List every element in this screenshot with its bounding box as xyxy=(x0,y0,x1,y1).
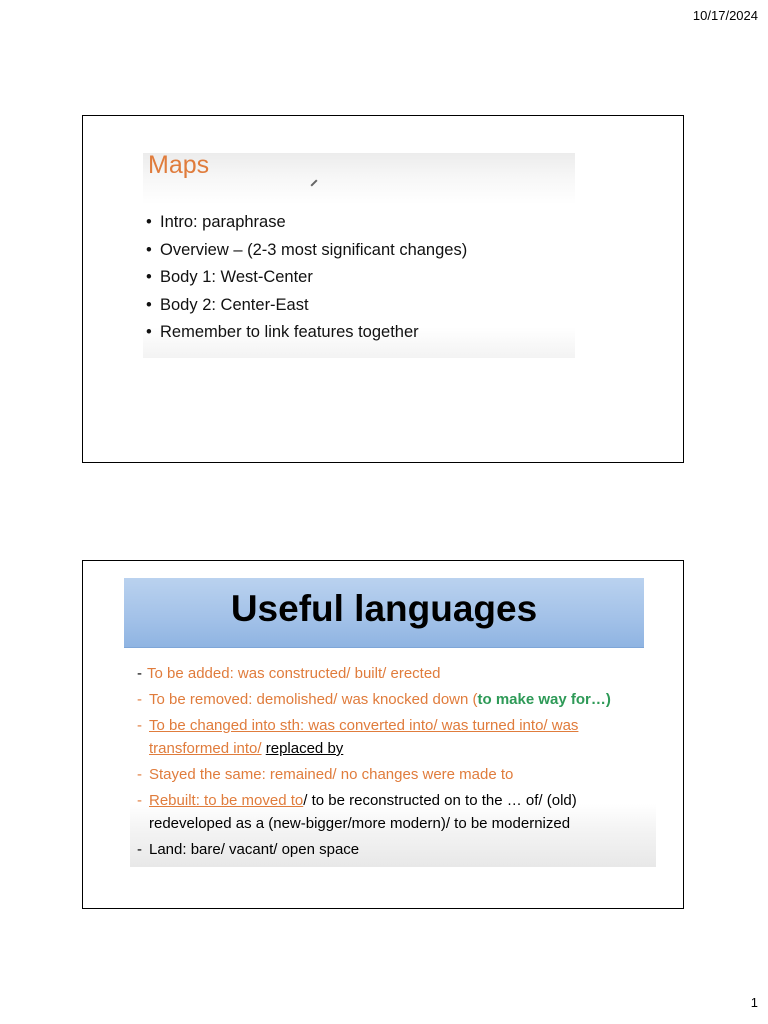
slide-title-maps: Maps xyxy=(148,151,210,179)
slide-title-useful-languages: Useful languages xyxy=(230,588,538,629)
item-changed-replaced: replaced by xyxy=(265,740,344,757)
item-same-text: Stayed the same: remained/ no changes were made to xyxy=(149,766,514,783)
list-item xyxy=(137,763,611,786)
item-rebuilt-line2: redeveloped as a (new-bigger/more modern)/ to be modernized xyxy=(149,815,571,832)
print-date: 10/17/2024 xyxy=(692,8,758,23)
maps-bullet-list xyxy=(143,209,467,347)
item-rebuilt-continuation: / to be reconstructed on to the … of/ (old) xyxy=(303,792,577,809)
page-number: 1 xyxy=(750,995,758,1010)
slide-useful-languages xyxy=(82,560,684,909)
list-item xyxy=(137,714,611,760)
slide-title-banner xyxy=(124,578,644,648)
list-item xyxy=(137,838,611,861)
pen-cursor-icon xyxy=(310,179,317,186)
item-changed-line1: - To be changed into sth: was converted into/ was turned into/ was xyxy=(149,717,579,734)
bullet-item: • Body 1: West-Center xyxy=(143,264,467,292)
bullet-item: • Overview – (2-3 most significant changes) xyxy=(143,237,467,265)
maps-content-panel xyxy=(143,153,575,358)
bullet-item: • Body 2: Center-East xyxy=(143,292,467,320)
useful-languages-list xyxy=(137,662,611,864)
slide-maps xyxy=(82,115,684,463)
list-item xyxy=(137,688,611,711)
bullet-item: • Intro: paraphrase xyxy=(143,209,467,237)
list-item xyxy=(137,662,611,685)
item-added-text: To be added: was constructed/ built/ erected xyxy=(147,665,441,682)
item-removed-text: To be removed: demolished/ was knocked down ( xyxy=(149,691,478,708)
item-rebuilt-text: Rebuilt: to be moved to xyxy=(149,792,304,809)
list-item xyxy=(137,789,611,835)
item-changed-line2: transformed into/ xyxy=(149,740,262,757)
item-land-text: Land: bare/ vacant/ open space xyxy=(149,841,360,858)
bullet-item: • Remember to link features together xyxy=(143,319,467,347)
item-removed-highlight: to make way for…) xyxy=(477,691,611,708)
